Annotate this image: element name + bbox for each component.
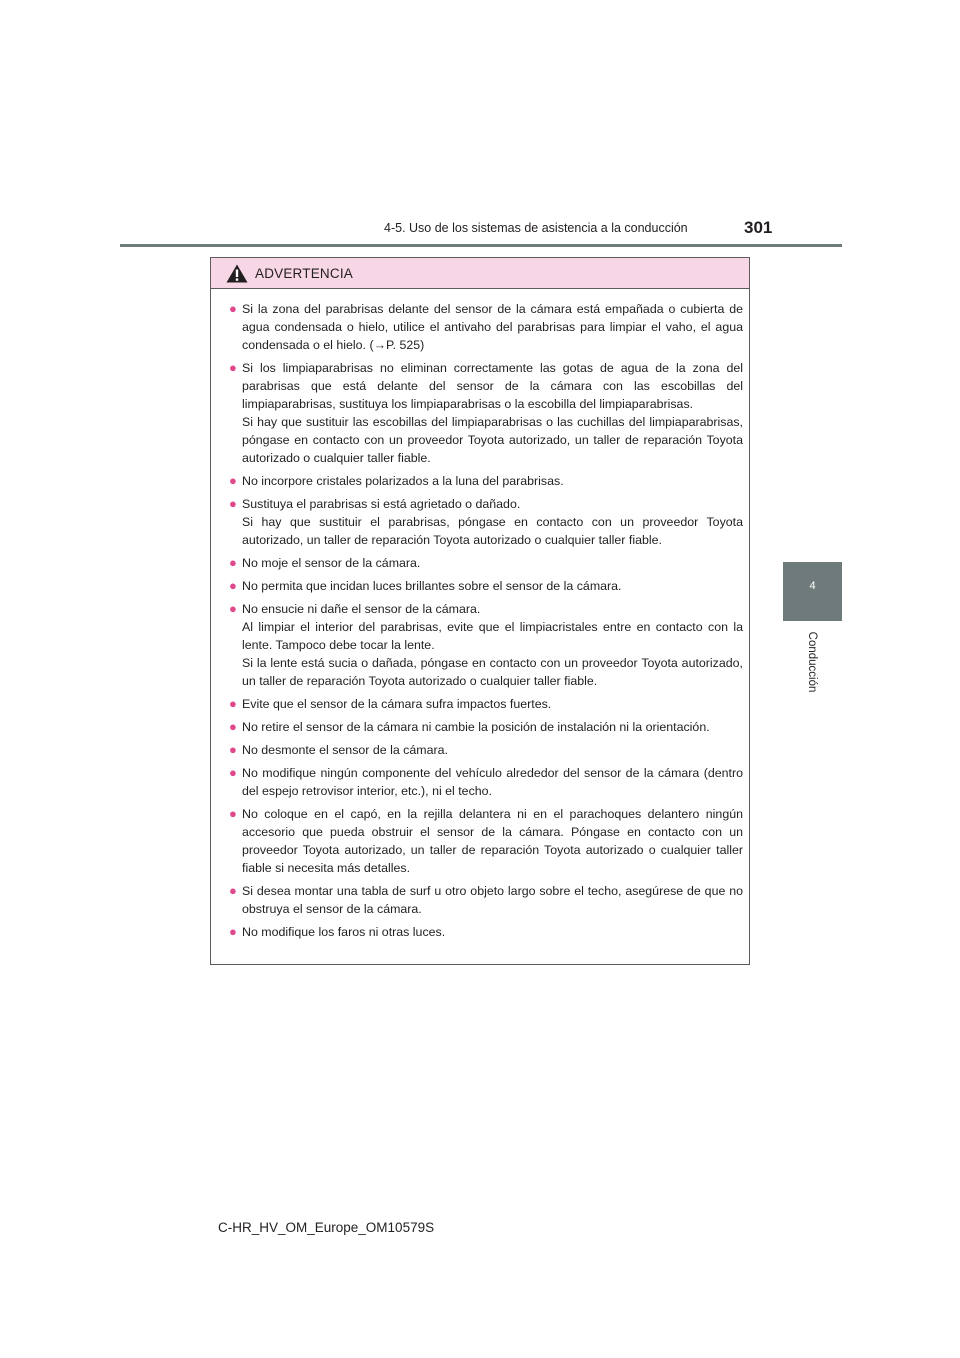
bullet-icon: ● [229,473,237,488]
warning-item-paragraph: Sustituya el parabrisas si está agrietado o dañado. [242,497,521,511]
bullet-icon: ● [229,742,237,757]
warning-item-text [242,577,743,595]
warning-item-text [242,554,743,572]
warning-item-text [242,300,743,354]
chapter-label: Conducción [806,631,818,693]
warning-item-paragraph: Si los limpiaparabrisas no eliminan correctamente las gotas de agua de la zona del parabrisas que está delante del sensor de la cámara con las escobillas del limpiaparabrisas, sustituya los limpiaparabrisas o la escobilla del limpiaparabrisas. [242,361,743,411]
header-divider [120,244,842,247]
warning-item [229,695,743,713]
warning-item-paragraph: No modifique los faros ni otras luces. [242,925,446,939]
section-title: 4-5. Uso de los sistemas de asistencia a la conducción [384,221,688,235]
chapter-number: 4 [809,580,816,592]
warning-box [210,257,750,965]
bullet-icon: ● [229,719,237,734]
warning-item [229,472,743,490]
bullet-icon: ● [229,301,237,316]
bullet-icon: ● [229,555,237,570]
warning-item-paragraph: Si la lente está sucia o dañada, póngase en contacto con un proveedor Toyota autorizado, un taller de reparación Toyota autorizado o cualquier taller fiable. [242,656,743,688]
warning-item-text [242,359,743,467]
warning-item [229,805,743,877]
warning-item [229,359,743,467]
bullet-icon: ● [229,883,237,898]
warning-item-paragraph: Al limpiar el interior del parabrisas, evite que el limpiacristales entre en contacto con la lente. Tampoco debe tocar la lente. [242,620,743,652]
warning-item-text [242,741,743,759]
warning-item [229,577,743,595]
warning-title: ADVERTENCIA [255,265,353,281]
chapter-tab [783,562,842,621]
warning-item [229,882,743,918]
warning-item [229,300,743,354]
warning-item-text [242,695,743,713]
bullet-icon: ● [229,806,237,821]
warning-item [229,741,743,759]
bullet-icon: ● [229,578,237,593]
bullet-icon: ● [229,696,237,711]
warning-item [229,554,743,572]
warning-triangle-icon [226,264,248,283]
warning-item-text [242,472,743,490]
warning-item-paragraph: Si hay que sustituir las escobillas del limpiaparabrisas o las cuchillas del limpiaparabrisas, póngase en contacto con un proveedor Toyota autorizado, un taller de reparación Toyota autorizado o cualquier taller fiable. [242,415,743,465]
warning-item-paragraph: Evite que el sensor de la cámara sufra impactos fuertes. [242,697,552,711]
warning-item-paragraph: Si hay que sustituir el parabrisas, póngase en contacto con un proveedor Toyota autorizado, un taller de reparación Toyota autorizado o cualquier taller fiable. [242,515,743,547]
warning-item-text [242,882,743,918]
warning-header [211,258,749,289]
bullet-icon: ● [229,924,237,939]
warning-item-text [242,805,743,877]
warning-item-paragraph: No permita que incidan luces brillantes sobre el sensor de la cámara. [242,579,622,593]
bullet-icon: ● [229,496,237,511]
warning-item-text [242,600,743,690]
warning-item-paragraph: No modifique ningún componente del vehículo alrededor del sensor de la cámara (dentro del espejo retrovisor interior, etc.), ni el techo. [242,766,743,798]
warning-item [229,923,743,941]
warning-item-paragraph: Si desea montar una tabla de surf u otro objeto largo sobre el techo, asegúrese de que no obstruya el sensor de la cámara. [242,884,743,916]
document-code: C-HR_HV_OM_Europe_OM10579S [218,1220,435,1235]
bullet-icon: ● [229,765,237,780]
warning-item-text [242,495,743,549]
warning-item [229,600,743,690]
warning-item-text [242,718,743,736]
bullet-icon: ● [229,601,237,616]
warning-item-paragraph: No coloque en el capó, en la rejilla delantera ni en el parachoques delantero ningún accesorio que pueda obstruir el sensor de la cámara. Póngase en contacto con un proveedor Toyota autorizado, un taller de reparación Toyota autorizado o cualquier taller fiable si necesita más detalles. [242,807,743,875]
warning-item-paragraph: No ensucie ni dañe el sensor de la cámara. [242,602,481,616]
warning-list [211,289,749,941]
page-number: 301 [744,218,773,237]
warning-item-paragraph: No retire el sensor de la cámara ni cambie la posición de instalación ni la orientación. [242,720,710,734]
warning-item-text [242,764,743,800]
warning-item [229,764,743,800]
warning-item [229,495,743,549]
warning-item-text [242,923,743,941]
warning-item-paragraph: No desmonte el sensor de la cámara. [242,743,448,757]
warning-item-paragraph: Si la zona del parabrisas delante del sensor de la cámara está empañada o cubierta de agua condensada o hielo, utilice el antivaho del parabrisas para limpiar el vaho, el agua condensada o el hielo. (→P. 525) [242,302,743,352]
warning-item-paragraph: No incorpore cristales polarizados a la luna del parabrisas. [242,474,564,488]
bullet-icon: ● [229,360,237,375]
warning-item [229,718,743,736]
warning-item-paragraph: No moje el sensor de la cámara. [242,556,421,570]
